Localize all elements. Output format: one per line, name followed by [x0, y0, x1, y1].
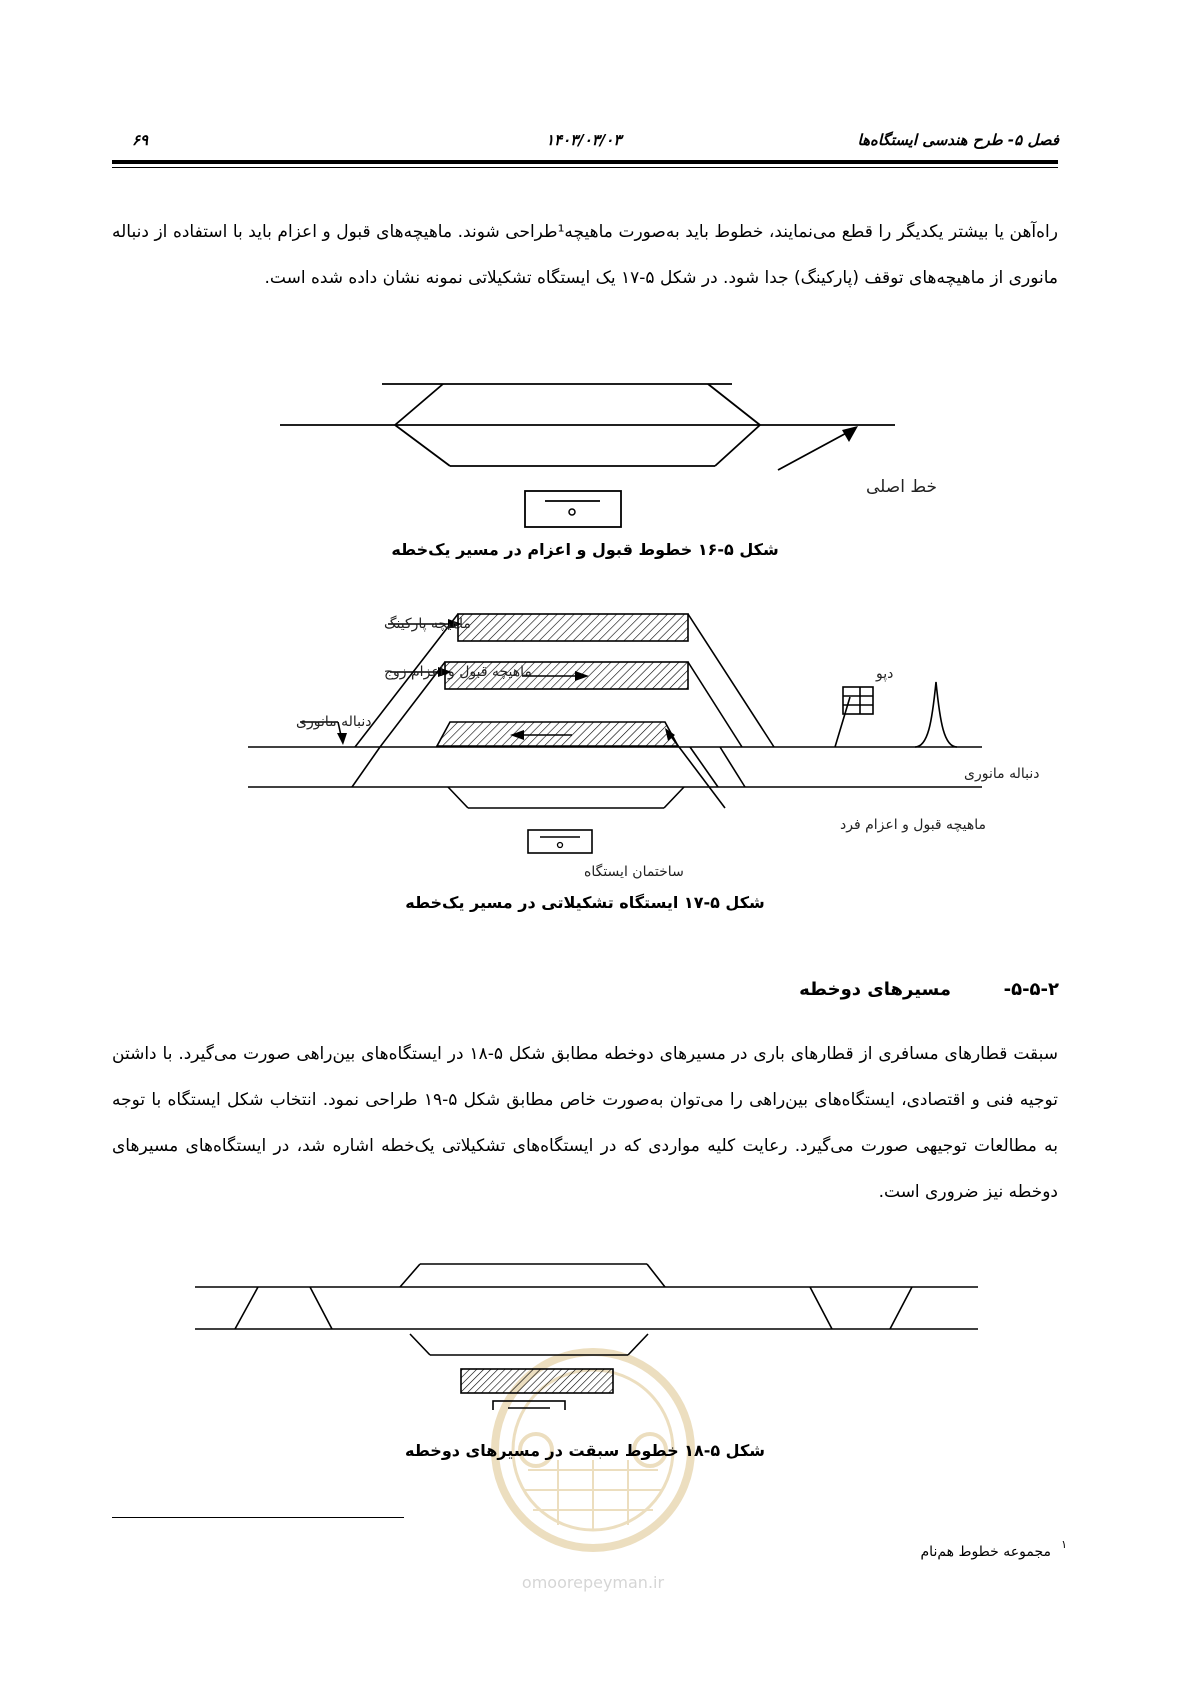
intro-paragraph: راه‌آهن یا بیشتر یکدیگر را قطع می‌نمایند، خطوط باید به‌صورت ماهیچه¹طراحی شوند. ماهیچه‌های قبول و اعزام باید با استفاده از دنباله مانوری از ماهیچه‌های توقف (پارکینگ) جدا شود. در شکل ۵-۱۷ یک ایستگاه تشکیلاتی نمونه نشان داده شده است. — [112, 222, 1058, 288]
watermark-text: omoorepeyman.ir — [521, 1573, 665, 1592]
parking-siding — [458, 614, 688, 641]
section-title: مسیرهای دوخطه — [799, 979, 951, 1000]
label-station-building: ساختمان ایستگاه — [584, 864, 684, 880]
footnote-rule — [112, 1517, 404, 1518]
section-paragraph: سبقت قطارهای مسافری از قطارهای باری در مسیرهای دوخطه مطابق شکل ۵-۱۸ در ایستگاه‌های بین‌راهی صورت می‌گیرد. با داشتن توجیه فنی و اقتصادی، ایستگاه‌های بین‌راهی را می‌توان به‌صورت خاص مطابق شکل ۵-۱۹ طراحی نمود. انتخاب شکل ایستگاه با توجه به مطالعات توجیهی صورت می‌گیرد. رعایت کلیه مواردی که در ایستگاه‌های تشکیلاتی یک‌خطه اشاره شد، در ایستگاه‌های مسیرهای دوخطه نیز ضروری است. — [112, 1044, 1058, 1202]
header-rule-thick — [112, 160, 1058, 164]
figure-16-caption: شکل ۵-۱۶ خطوط قبول و اعزام در مسیر یک‌خطه — [391, 540, 779, 559]
figure-16-diagram — [0, 370, 1191, 540]
label-shunting-right: دنباله مانوری — [964, 766, 1040, 782]
section-number: ۵-۵-۲- — [1003, 979, 1059, 1000]
label-depot: دپو — [876, 666, 894, 682]
figure-17-caption: شکل ۵-۱۷ ایستگاه تشکیلاتی در مسیر یک‌خطه — [405, 893, 765, 912]
header-date: ۱۴۰۳/۰۳/۰۳ — [546, 131, 622, 149]
label-parking: ماهیچه پارکینگ — [384, 616, 471, 632]
chapter-title: فصل ۵- طرح هندسی ایستگاه‌ها — [857, 131, 1059, 149]
station-building-17 — [528, 830, 592, 853]
platform — [461, 1369, 613, 1393]
label-main-line: خط اصلی — [866, 477, 938, 497]
page-number: ۶۹ — [132, 131, 149, 149]
figure-17-diagram — [0, 600, 1191, 885]
label-even-siding: ماهیچه قبول و اعزام زوج — [384, 664, 532, 680]
figure-18-caption: شکل ۵-۱۸ خطوط سبقت در مسیرهای دوخطه — [405, 1441, 765, 1460]
label-shunting-left: دنباله مانوری — [296, 714, 372, 730]
label-odd-siding: ماهیچه قبول و اعزام فرد — [840, 817, 986, 833]
header-rule-thin — [112, 167, 1058, 168]
figure-18-diagram — [0, 1250, 1191, 1410]
depot-icon — [843, 687, 873, 714]
footnote-text: مجموعه خطوط هم‌نام — [920, 1544, 1051, 1560]
odd-siding — [437, 722, 678, 746]
footnote-marker: ۱ — [1061, 1538, 1067, 1551]
